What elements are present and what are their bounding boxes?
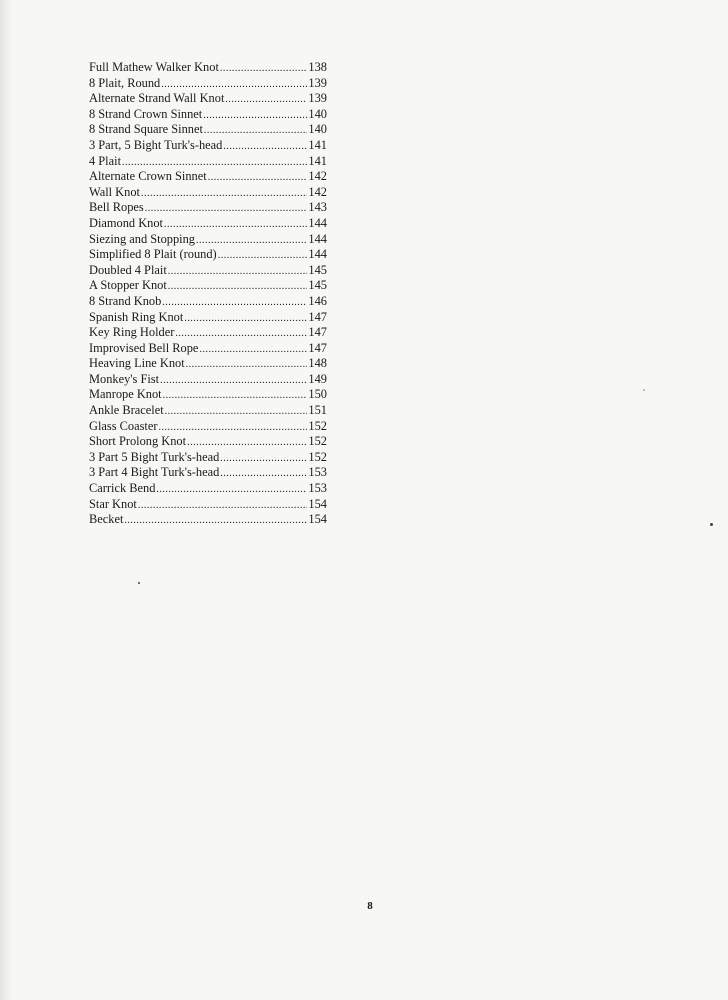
toc-entry-page: 145 [308, 278, 327, 293]
toc-entry-page: 151 [308, 403, 327, 418]
toc-entry [89, 512, 327, 528]
toc-entry-title: Alternate Strand Wall Knot [89, 91, 225, 106]
toc-entry [89, 278, 327, 294]
toc-entry-title: Improvised Bell Rope [89, 340, 199, 355]
toc-entry-page: 142 [308, 184, 327, 199]
toc-entry-page: 140 [308, 106, 327, 121]
toc-entry-page: 144 [308, 247, 327, 262]
toc-entry [89, 76, 327, 92]
toc-entry-page: 142 [308, 169, 327, 184]
toc-entry [89, 60, 327, 76]
toc-entry-title: 3 Part 5 Bight Turk's-head [89, 449, 220, 464]
toc-entry-page: 144 [308, 231, 327, 246]
toc-entry [89, 91, 327, 107]
scan-speck [710, 523, 713, 526]
toc-dot-leader [168, 264, 308, 279]
toc-entry-page: 146 [308, 293, 327, 308]
toc-dot-leader [204, 123, 307, 138]
toc-entry-title: Becket [89, 512, 124, 527]
toc-dot-leader [165, 404, 308, 419]
toc-entry [89, 403, 327, 419]
toc-entry-page: 148 [308, 356, 327, 371]
toc-dot-leader [145, 201, 308, 216]
toc-dot-leader [160, 373, 307, 388]
toc-dot-leader [175, 326, 307, 341]
scan-speck [138, 582, 140, 584]
toc-entry-page: 143 [308, 200, 327, 215]
toc-entry [89, 216, 327, 232]
toc-entry-title: 8 Strand Crown Sinnet [89, 106, 203, 121]
toc-entry-title: Siezing and Stopping [89, 231, 196, 246]
toc-entry-title: Short Prolong Knot [89, 434, 187, 449]
toc-dot-leader [138, 498, 308, 513]
toc-dot-leader [208, 170, 308, 185]
toc-entry-page: 141 [308, 153, 327, 168]
toc-entry-title: Spanish Ring Knot [89, 309, 184, 324]
toc-entry [89, 497, 327, 513]
toc-dot-leader [164, 217, 307, 232]
toc-entry [89, 263, 327, 279]
toc-dot-leader [156, 482, 307, 497]
toc-dot-leader [163, 388, 308, 403]
toc-entry-title: Monkey's Fist [89, 371, 160, 386]
toc-entry [89, 247, 327, 263]
toc-entry-page: 154 [308, 496, 327, 511]
toc-dot-leader [199, 342, 307, 357]
toc-entry [89, 185, 327, 201]
toc-entry-page: 147 [308, 309, 327, 324]
toc-entry-title: 8 Strand Square Sinnet [89, 122, 203, 137]
toc-entry-title: Doubled 4 Plait [89, 262, 167, 277]
toc-entry-page: 145 [308, 262, 327, 277]
toc-entry-page: 139 [308, 91, 327, 106]
toc-entry-title: Simplified 8 Plait (round) [89, 247, 217, 262]
toc-entry-title: Carrick Bend [89, 481, 156, 496]
toc-entry-title: Heaving Line Knot [89, 356, 185, 371]
toc-entry-page: 152 [308, 434, 327, 449]
toc-entry [89, 325, 327, 341]
toc-entry [89, 419, 327, 435]
toc-entry [89, 387, 327, 403]
toc-entry-page: 138 [308, 60, 327, 74]
toc-entry [89, 481, 327, 497]
toc-entry-title: Glass Coaster [89, 418, 158, 433]
toc-entry-title: Alternate Crown Sinnet [89, 169, 207, 184]
page-edge-shadow [0, 0, 12, 1000]
toc-entry-title: 8 Plait, Round [89, 75, 161, 90]
toc-entry-title: Star Knot [89, 496, 137, 511]
toc-entry-title: 3 Part, 5 Bight Turk's-head [89, 137, 223, 152]
toc-dot-leader [220, 466, 307, 481]
toc-dot-leader [141, 186, 307, 201]
toc-dot-leader [225, 92, 307, 107]
table-of-contents [89, 60, 327, 528]
toc-entry-page: 147 [308, 340, 327, 355]
toc-entry-page: 152 [308, 418, 327, 433]
toc-entry [89, 107, 327, 123]
toc-dot-leader [184, 311, 307, 326]
toc-entry [89, 232, 327, 248]
toc-entry [89, 465, 327, 481]
toc-entry-page: 150 [308, 387, 327, 402]
toc-entry [89, 372, 327, 388]
toc-dot-leader [196, 233, 307, 248]
toc-entry-page: 152 [308, 449, 327, 464]
toc-dot-leader [162, 295, 307, 310]
toc-entry-title: Bell Ropes [89, 200, 144, 215]
toc-entry [89, 356, 327, 372]
toc-entry [89, 310, 327, 326]
toc-dot-leader [161, 77, 307, 92]
toc-dot-leader [223, 139, 307, 154]
toc-entry-title: Full Mathew Walker Knot [89, 60, 219, 74]
toc-entry [89, 138, 327, 154]
toc-dot-leader [124, 513, 307, 528]
toc-entry-page: 144 [308, 215, 327, 230]
toc-dot-leader [218, 248, 308, 263]
toc-entry-title: 3 Part 4 Bight Turk's-head [89, 465, 220, 480]
toc-entry-title: A Stopper Knot [89, 278, 167, 293]
toc-dot-leader [203, 108, 307, 123]
toc-entry-page: 153 [308, 465, 327, 480]
toc-dot-leader [220, 451, 307, 466]
toc-entry-page: 141 [308, 137, 327, 152]
toc-entry-page: 147 [308, 325, 327, 340]
toc-entry-title: Diamond Knot [89, 215, 163, 230]
toc-entry-title: 8 Strand Knob [89, 293, 162, 308]
toc-entry-title: Ankle Bracelet [89, 403, 164, 418]
toc-dot-leader [186, 357, 308, 372]
toc-entry [89, 434, 327, 450]
toc-entry [89, 169, 327, 185]
scan-speck [643, 389, 645, 391]
toc-entry [89, 154, 327, 170]
toc-dot-leader [122, 155, 307, 170]
toc-entry-title: 4 Plait [89, 153, 122, 168]
toc-entry [89, 341, 327, 357]
toc-dot-leader [158, 420, 307, 435]
toc-dot-leader [220, 61, 308, 76]
toc-dot-leader [168, 279, 308, 294]
toc-entry-title: Wall Knot [89, 184, 140, 199]
toc-entry [89, 200, 327, 216]
toc-entry-page: 149 [308, 371, 327, 386]
toc-entry-page: 154 [308, 512, 327, 527]
toc-entry [89, 450, 327, 466]
page-number: 8 [367, 900, 373, 912]
toc-entry-title: Manrope Knot [89, 387, 162, 402]
toc-dot-leader [187, 435, 307, 450]
toc-entry-page: 153 [308, 481, 327, 496]
toc-entry [89, 122, 327, 138]
toc-entry-page: 139 [308, 75, 327, 90]
toc-entry [89, 294, 327, 310]
toc-entry-title: Key Ring Holder [89, 325, 175, 340]
toc-entry-page: 140 [308, 122, 327, 137]
